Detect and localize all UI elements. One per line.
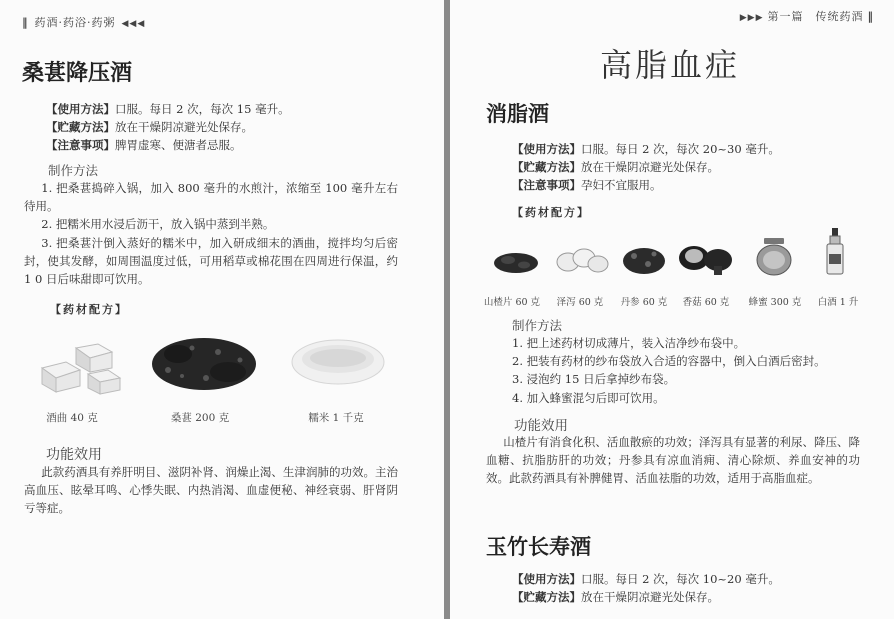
honey-jar-icon	[754, 236, 794, 276]
usage-text: 口服。每日 2 次，每次 15 毫升。	[115, 102, 290, 116]
method-steps	[512, 334, 882, 407]
liquor-bottle-icon	[824, 226, 846, 276]
header-text: 药酒·药浴·药粥	[34, 16, 116, 29]
left-arrows-icon: ◀◀◀	[121, 19, 146, 29]
running-header-right	[740, 8, 874, 24]
storage-text: 放在干燥阴凉避光处保存。	[581, 590, 719, 604]
salvia-icon	[620, 244, 668, 276]
storage-key: 【贮藏方法】	[512, 590, 581, 604]
usage-key: 【使用方法】	[512, 572, 581, 586]
step-item: 2. 把装有药材的纱布袋放入合适的容器中，倒入白酒后密封。	[512, 354, 826, 369]
ingredient-label: 山楂片 60 克	[483, 297, 541, 308]
recipe-title: 消脂酒	[486, 102, 549, 126]
step-item: 2. 把糯米用水浸后沥干，放入锅中蒸到半熟。	[41, 217, 275, 232]
method-steps	[24, 179, 398, 288]
effect-title: 功能效用	[514, 418, 568, 434]
notice-text: 脾胃虚寒、便溏者忌服。	[115, 138, 242, 152]
ingredient-label: 酒曲 40 克	[46, 412, 98, 424]
effect-text	[24, 463, 398, 518]
right-arrows-icon: ▶▶▶	[739, 13, 764, 23]
rice-bowl-icon	[288, 334, 388, 390]
notice-text: 孕妇不宜服用。	[581, 178, 662, 192]
recipe-title: 桑葚降压酒	[22, 61, 133, 86]
notice-key: 【注意事项】	[512, 178, 581, 192]
alisma-icon	[554, 244, 610, 276]
mushroom-icon	[676, 242, 734, 276]
usage-text: 口服。每日 2 次，每次 10~20 毫升。	[581, 572, 780, 586]
left-page	[0, 0, 444, 619]
recipe-info	[46, 100, 426, 154]
step-item: 1. 把上述药材切成薄片，装入洁净纱布袋中。	[512, 336, 746, 350]
effect-paragraph: 此款药酒具有养肝明目、滋阴补肾、润燥止渴、生津润肺的功效。主治高血压、眩晕耳鸣、心悸失眠、内热消渴、血虚便秘、神经衰弱、肝肾阴亏等症。	[24, 465, 398, 516]
usage-text: 口服。每日 2 次，每次 20~30 毫升。	[581, 142, 780, 156]
ingredient-label: 糯米 1 千克	[308, 412, 364, 424]
ingredient-label: 蜂蜜 300 克	[748, 297, 802, 308]
method-title: 制作方法	[512, 318, 563, 333]
step-item: 3. 浸泡约 15 日后拿掉纱布袋。	[512, 372, 676, 387]
cube-icon	[36, 330, 124, 396]
formula-title: 【药材配方】	[50, 303, 128, 316]
header-bar-icon: ‖	[867, 10, 874, 23]
effect-paragraph: 山楂片有消食化积、活血散瘀的功效；泽泻具有显著的利尿、降压、降血糖、抗脂肪肝的功效；丹参具有凉血消痈、清心除烦、养血安神的功效。此款药酒具有补脾健胃、活血祛脂的功效，适用于高脂血症。	[486, 435, 860, 486]
usage-key: 【使用方法】	[512, 142, 581, 156]
step-item: 3. 把桑葚汁倒入蒸好的糯米中，加入研成细末的酒曲，搅拌均匀后密封，使其发酵，如周围温度过低，可用稻草或棉花围在四周进行保温，约 1 0 日后味甜即可饮用。	[24, 235, 398, 287]
effect-title: 功能效用	[46, 447, 102, 463]
notice-key: 【注意事项】	[46, 138, 115, 152]
recipe-info-2	[512, 570, 882, 606]
formula-title: 【药材配方】	[512, 206, 590, 219]
ingredient-label: 桑葚 200 克	[170, 412, 230, 424]
running-header-left	[22, 14, 145, 30]
ingredient-label: 白酒 1 升	[817, 297, 859, 308]
storage-text: 放在干燥阴凉避光处保存。	[581, 160, 719, 174]
usage-key: 【使用方法】	[46, 102, 115, 116]
storage-key: 【贮藏方法】	[512, 160, 581, 174]
header-bar-icon: ‖	[22, 16, 29, 29]
method-title: 制作方法	[48, 163, 99, 178]
ingredient-label: 泽泻 60 克	[556, 297, 604, 308]
mulberry-icon	[148, 330, 260, 396]
hawthorn-icon	[492, 248, 540, 276]
effect-text	[486, 433, 860, 488]
chapter-title: 高脂血症	[600, 46, 741, 84]
step-item: 4. 加入蜂蜜混匀后即可饮用。	[512, 390, 665, 405]
recipe-title-2: 玉竹长寿酒	[486, 535, 591, 559]
ingredient-label: 丹参 60 克	[620, 297, 668, 308]
recipe-info	[512, 140, 882, 194]
ingredient-label: 香菇 60 克	[682, 297, 730, 308]
right-page	[450, 0, 894, 619]
storage-key: 【贮藏方法】	[46, 120, 115, 134]
storage-text: 放在干燥阴凉避光处保存。	[115, 120, 253, 134]
header-text: 第一篇 传统药酒	[767, 10, 864, 23]
step-item: 1. 把桑葚捣碎入锅，加入 800 毫升的水煎汁，浓缩至 100 毫升左右待用。	[24, 181, 398, 214]
